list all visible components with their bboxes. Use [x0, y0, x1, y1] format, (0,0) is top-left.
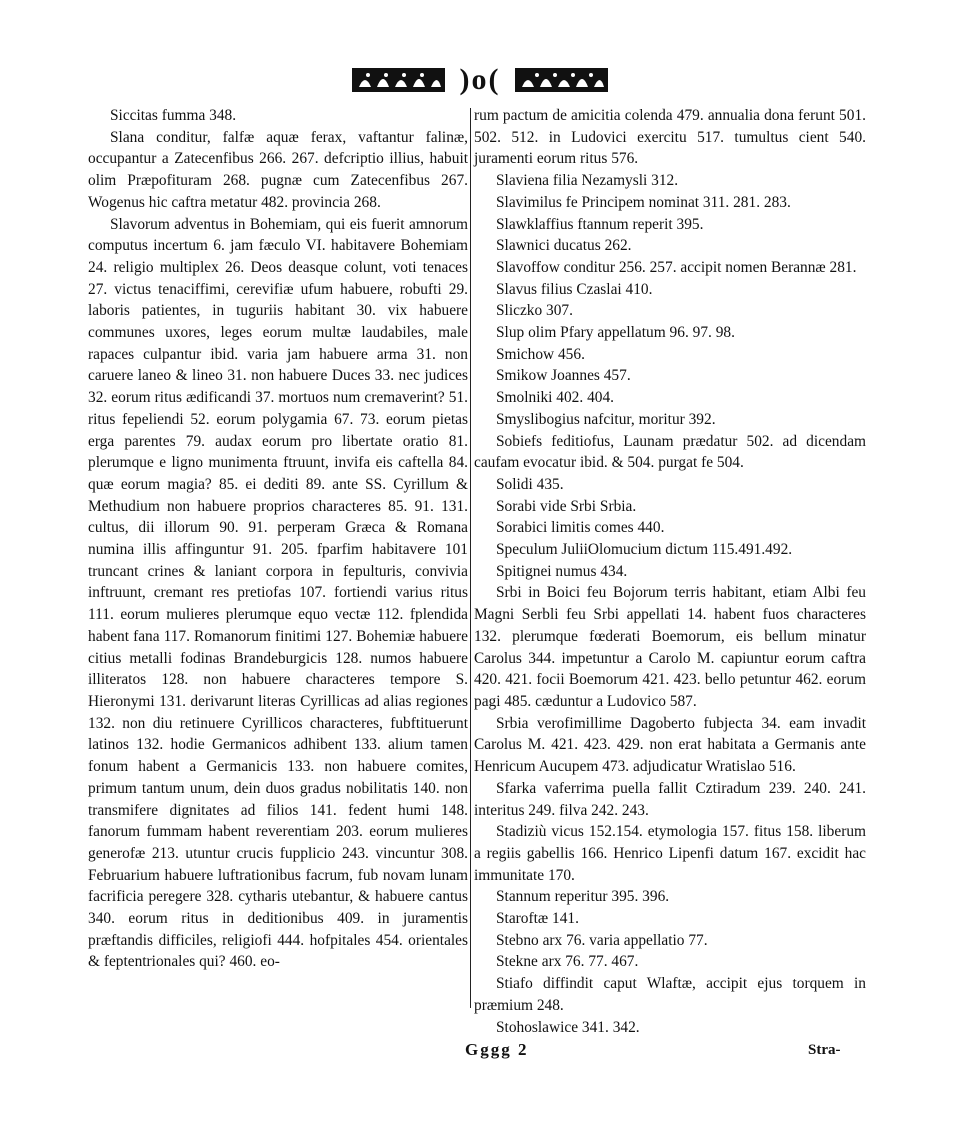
- index-entry: Sliczko 307.: [496, 302, 573, 320]
- index-column-left: [88, 105, 468, 973]
- column-rule: [470, 108, 471, 1008]
- index-entry: Slana conditur, falfæ aquæ ferax, vaftantur falinæ, occupantur a Zatecenfibus 266. 267. defcriptio illius, habuit olim Præpofituram 268. pugnæ cum Zatecenfibus 267. Wogenus hic caftra metatur 482. provincia 268.: [88, 128, 468, 211]
- signature-mark: Gggg 2: [465, 1040, 529, 1059]
- index-entry: Slup olim Pfary appellatum 96. 97. 98.: [496, 324, 735, 342]
- index-entry: Stebno arx 76. varia appellatio 77.: [496, 931, 708, 949]
- index-entry: Smyslibogius nafcitur, moritur 392.: [496, 410, 716, 428]
- ornament-right-icon: [514, 67, 609, 93]
- index-entry: Sorabici limitis comes 440.: [496, 519, 665, 537]
- index-entry: Slawklaffius ftannum reperit 395.: [496, 215, 704, 233]
- index-entry: Sfarka vaferrima puella fallit Cztiradum 239. 240. 241. interitus 249. filva 242. 243.: [474, 779, 866, 819]
- index-entry: Solidi 435.: [496, 475, 564, 493]
- page-footer: [0, 1040, 960, 1070]
- ornament-left-icon: [351, 67, 446, 93]
- index-entry: Slavoffow conditur 256. 257. accipit nomen Berannæ 281.: [496, 258, 857, 276]
- index-entry: Stadiziù vicus 152.154. etymologia 157. fitus 158. liberum a regiis gabellis 166. Henrico Lipenfi datum 167. excidit hac immunitate 170.: [474, 823, 866, 884]
- index-entry: Stekne arx 76. 77. 467.: [496, 953, 639, 971]
- index-entry: Sorabi vide Srbi Srbia.: [496, 497, 637, 515]
- index-entry: Stohoslawice 341. 342.: [496, 1018, 640, 1036]
- catchword: Stra-: [808, 1042, 841, 1058]
- index-column-right: [474, 105, 866, 1038]
- index-entry: Smichow 456.: [496, 345, 585, 363]
- index-entry: Slavimilus fe Principem nominat 311. 281. 283.: [496, 193, 791, 211]
- index-entry: Slawnici ducatus 262.: [496, 237, 632, 255]
- index-entry: Slavorum adventus in Bohemiam, qui eis fuerit amnorum computus incertum 6. jam fæculo VI. habitavere Bohemiam 24. religio multiplex 26. Deos deasque colunt, voti tenaces 27. victus tenaciffimi, cerevifiæ ufum habuere, robufti 29. laboris patientes, in tuguriis habitant 30. vix habuere communes uxores, leges eorum multæ laudabiles, male rapaces culpantur ibid. varia jam habuere arma 31. non caruere laneo & lineo 31. non habuere Duces 33. nec judices 32. eorum ritus ædificandi 37. mortuos num cremaverint? 51. ritus fepeliendi 52. eorum polygamia 67. 73. eorum pietas erga parentes 79. audax eorum pro libertate oratio 81. plerumque e ligno munimenta ftruunt, invifa eis caftella 84. quæ eorum magia? 85. ei dediti 89. ante SS. Cyrillum & Methudium non habuere proprios characteres 85. 91. 131. cultus, dii illorum 90. 91. perperam Græca & Romana numina illis affinguntur 91. 205. fparfim habitavere 101 truncant crines & laniant corpora in fepulturis, convivia inftruunt, cremant res pretiofas 107. fortiendi varius ritus 111. eorum mulieres plerumque equo vectæ 112. fplendida habent fana 117. Romanorum finitimi 127. Bohemiæ habuere citius metalli fodinas Brandeburgicis 128. numos habuere illiteratos 128. non habuere characteres tempore S. Hieronymi 131. derivarunt literas Cyrillicas ad alias regiones 132. non diu retinuere Cyrillicos characteres, fubftituerunt latinos 132. hodie Germanicos adhibent 133. alium tamen fonum habent a Germanicis 133. non habuere comites, primum tantum unum, dein duos gradus nobilitatis 140. non transmifere dignitates ad filios 141. fedent humi 148. fanorum fummam habent reverentiam 203. eorum mulieres generofæ 213. utuntur crucis fupplicio 243. vincuntur 308. Februarium habuere luftrationibus facrum, fub novam lunam facrificia peregere 328. cytharis utebantur, & habuere cantus 340. eorum ritus in deditionibus 409. in juramentis præftandis difficiles, religiofi 444. hofpitales 454. orientales & feptentrionales qui? 460. eo-: [88, 215, 468, 971]
- index-entry: Smolniki 402. 404.: [496, 389, 615, 407]
- folio-mark: )o(: [459, 63, 501, 96]
- index-entry: Spitignei numus 434.: [496, 562, 628, 580]
- index-entry: Srbia verofimillime Dagoberto fubjecta 34. eam invadit Carolus M. 421. 423. 429. non erat habitata a Germanis ante Henricum Aucupem 473. adjudicatur Wratislao 516.: [474, 714, 866, 776]
- index-entry: Slaviena filia Nezamysli 312.: [496, 172, 679, 190]
- index-entry: Staroftæ 141.: [496, 910, 579, 928]
- index-entry: Stiafo diffindit caput Wlaftæ, accipit ejus torquem in præmium 248.: [474, 975, 866, 1014]
- index-entry: Sobiefs feditiofus, Launam prædatur 502. ad dicendam caufam evocatur ibid. & 504. purgat fe 504.: [474, 432, 866, 472]
- page-header: [0, 60, 960, 100]
- index-entry-continued: rum pactum de amicitia colenda 479. annualia dona ferunt 501. 502. 512. in Ludovici exercitu 517. tumultus cient 540. juramenti eorum ritus 576.: [474, 107, 866, 168]
- index-entry: Smikow Joannes 457.: [496, 367, 631, 385]
- index-entry: Stannum reperitur 395. 396.: [496, 888, 670, 906]
- index-entry: Slavus filius Czaslai 410.: [496, 280, 653, 298]
- index-entry: Siccitas fumma 348.: [110, 107, 237, 124]
- index-entry: Speculum JuliiOlomucium dictum 115.491.492.: [496, 541, 793, 559]
- index-entry: Srbi in Boici feu Bojorum terris habitant, etiam Albi feu Magni Serbli feu Srbi appellati 14. habent fuos characteres 132. plerumque fœderati Boemorum, eis bellum minatur Carolus 344. impetuntur a Carolo M. capiuntur eorum caftra 420. 421. focii Boemorum 421. 423. bello petuntur 462. eorum pagi 485. cæduntur a Ludovico 587.: [474, 584, 866, 710]
